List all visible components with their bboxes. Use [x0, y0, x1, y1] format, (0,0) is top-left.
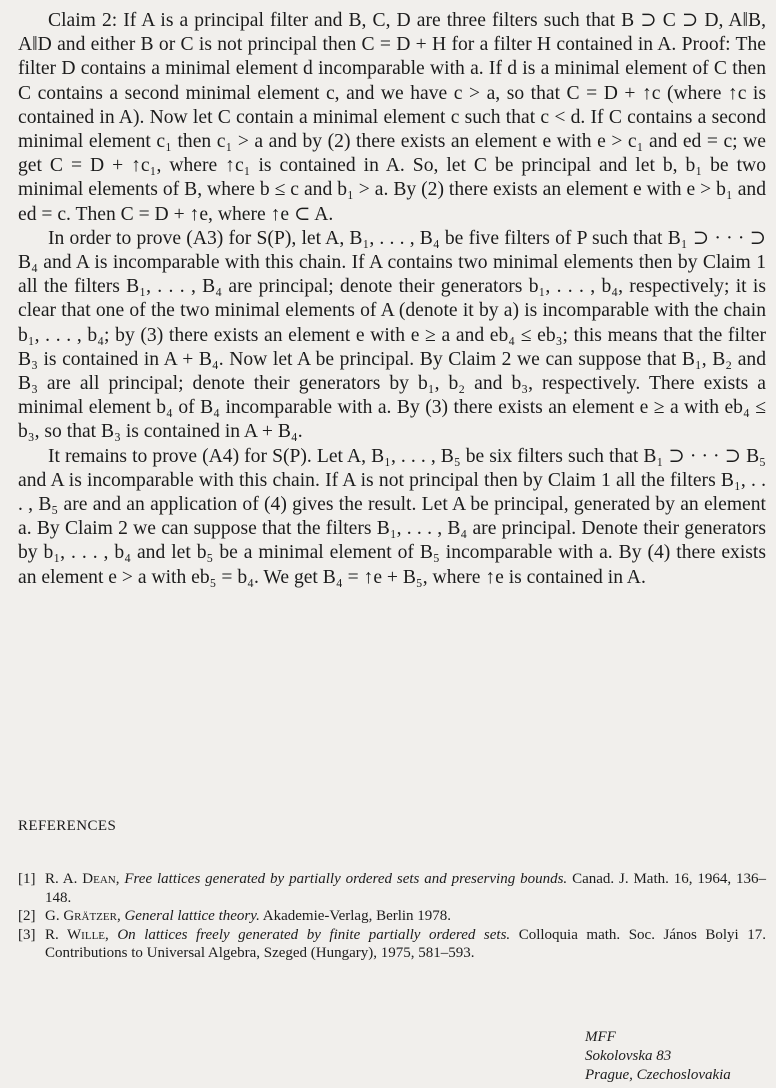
references-heading: REFERENCES — [18, 818, 117, 834]
address-line: Prague, Czechoslovakia — [585, 1067, 731, 1083]
reference-author: R. A. Dean, — [45, 871, 120, 887]
reference-title: General lattice theory. — [124, 908, 260, 925]
a4-paragraph: It remains to prove (A4) for S(P). Let A, B₁, . . . , B₅ be six filters such that B₁ ⊃ · · · ⊃ B₅ and A is incomparable with this chain. If A is not principal then by Claim 1 all the filters B₁, . . . , B₅ are and an application of (4) gives the result. Let A be principal, generated by an element a. By Claim 2 we can suppose that the filters B₁, . . . , B₄ are principal. Denote their generators by b₁, . . . , b₄ and let b₅ be a minimal element of B₅ incomparable with a. By (4) there exists an element e > a with eb₅ = b₄. We get B₄ = ↑e + B₅, where ↑e is contained in A. — [18, 445, 766, 588]
reference-item — [18, 926, 766, 963]
reference-number: [2] — [18, 908, 36, 925]
address-line: MFF — [585, 1029, 616, 1045]
reference-author: G. Grätzer, — [45, 908, 121, 925]
a3-paragraph: In order to prove (A3) for S(P), let A, B₁, . . . , B₄ be five filters of P such that B₁ ⊃ · · · ⊃ B₄ and A is incomparable with this chain. If A contains two minimal elements then by Claim 1 all the filters B₁, . . . , B₄ are principal; denote their generators b₁, . . . , b₄, respectively; it is clear that one of the two minimal elements of A (denote it by a) is incomparable with the chain b₁, . . . , b₄; by (3) there exists an element e with e ≥ a and eb₄ ≤ eb₃; this means that the filter B₃ is contained in A + B₄. Now let A be principal. By Claim 2 we can suppose that B₁, B₂ and B₃ are all principal; denote their generators by b₁, b₂ and b₃, respectively. There exists a minimal element b₄ of B₄ incomparable with a. By (3) there exists an element e ≥ a with eb₄ ≤ b₃, so that B₃ is contained in A + B₄. — [18, 227, 766, 443]
author-address — [585, 1028, 731, 1085]
claim2-paragraph: Claim 2: If A is a principal filter and B, C, D are three filters such that B ⊃ C ⊃ D, A‖B, A‖D and either B or C is not principal then C = D + H for a filter H contained in A. Proof: The filter D contains a minimal element d incomparable with a. If d is a minimal element of C then C contains a second minimal element c, and we have c > a, so that C = D + ↑c (where ↑c is contained in A). Now let C contain a minimal element c such that c < d. If C contains a second minimal element c₁ then c₁ > a and by (2) there exists an element e with e > c₁ and ed = c; we get C = D + ↑c₁, where ↑c₁ is contained in A. So, let C be principal and let b, b₁ be two minimal elements of B, where b ≤ c and b₁ > a. By (2) there exists an element e with e > b₁ and ed = c. Then C = D + ↑e, where ↑e ⊂ A. — [18, 10, 766, 225]
reference-title: On lattices freely generated by finite partially ordered sets. — [117, 926, 511, 943]
reference-author: R. Wille, — [45, 926, 109, 943]
reference-source: Colloquia math. Soc. János Bolyi 17. Contributions to Universal Algebra, Szeged (Hungary), 1975, 581–593. — [45, 926, 766, 962]
reference-number: [1] — [18, 871, 36, 887]
reference-number: [3] — [18, 926, 36, 943]
reference-item — [18, 870, 766, 907]
address-line: Sokolovska 83 — [585, 1048, 672, 1064]
reference-list — [18, 870, 766, 963]
reference-source: Akademie-Verlag, Berlin 1978. — [262, 908, 452, 925]
reference-source: Canad. J. Math. 16, 1964, 136–148. — [45, 871, 767, 906]
reference-item — [18, 907, 766, 926]
body-text — [18, 9, 766, 590]
reference-title: Free lattices generated by partially ordered sets and preserving bounds. — [124, 871, 568, 887]
